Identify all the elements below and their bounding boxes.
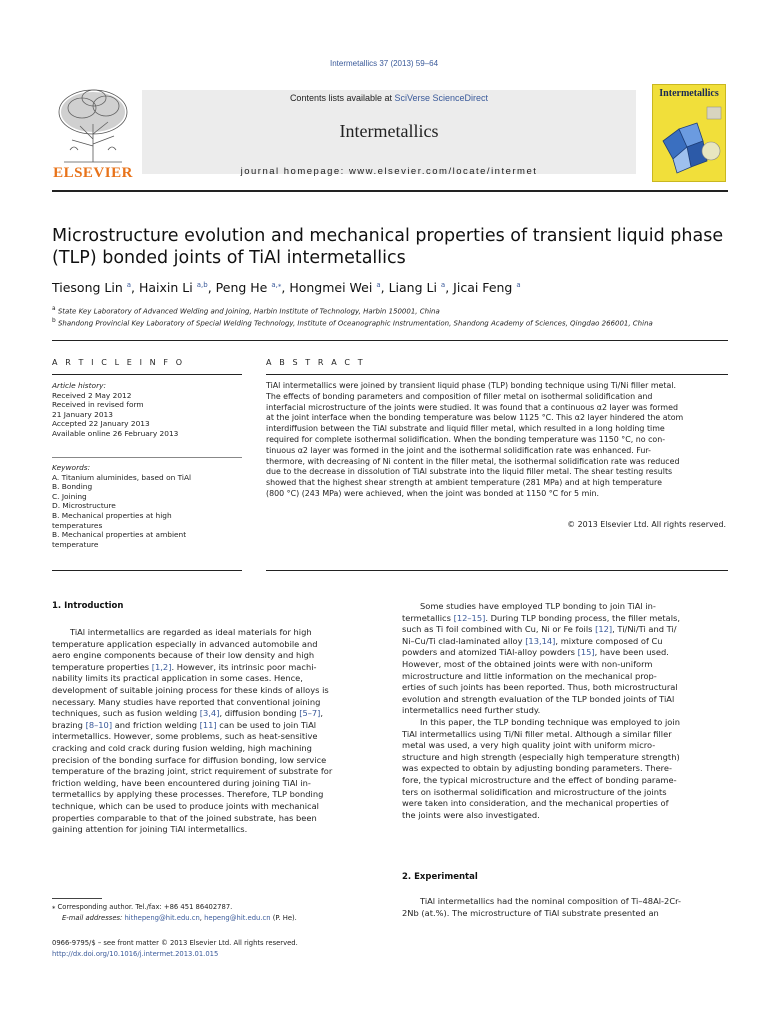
abstract-line: interfacial microstructure of the joints were studied. It was found that a continuous α2 layer was formed xyxy=(266,402,678,412)
text-line xyxy=(402,763,728,775)
introduction-paragraph xyxy=(52,627,379,836)
text-span: structure and high strength (especially high temperature strength) xyxy=(402,751,680,762)
keyword-item: B. Bonding xyxy=(52,482,93,492)
text-span: and friction welding xyxy=(112,719,200,730)
text-span: temperature of the brazing joint, strict requirement of substrate for xyxy=(52,766,333,777)
doi-link[interactable]: http://dx.doi.org/10.1016/j.intermet.2013.01.015 xyxy=(52,950,219,958)
text-span: were taken into consideration, and the mechanical properties of xyxy=(402,798,669,809)
reference-link[interactable]: [5–7] xyxy=(299,708,321,719)
text-span: the joints were also investigated. xyxy=(402,809,540,820)
history-item: Accepted 22 January 2013 xyxy=(52,419,150,429)
footnote-rule xyxy=(52,898,102,899)
text-line xyxy=(52,731,379,743)
text-span: gaining attention for joining TiAl intermetallics. xyxy=(52,824,248,835)
author-name[interactable]: Tiesong Lin xyxy=(52,280,123,295)
abstract-line: TiAl intermetallics were joined by transient liquid phase (TLP) bonding technique using Ti/Ni filler metal. xyxy=(266,381,677,390)
text-span: 2Nb (at.%). The microstructure of TiAl substrate presented an xyxy=(402,907,659,918)
text-line xyxy=(402,705,728,717)
text-span: fore, the typical microstructure and the effect of bonding parame- xyxy=(402,774,677,785)
text-line xyxy=(402,636,728,648)
article-title xyxy=(52,225,728,269)
text-line xyxy=(402,647,728,659)
text-line xyxy=(52,697,379,709)
text-span: erties of such joints has been reported. Thus, both microstructural xyxy=(402,682,678,693)
text-span: necessary. Many studies have reported that conventional joining xyxy=(52,696,321,707)
affiliation-b xyxy=(52,318,728,327)
text-line xyxy=(402,798,728,810)
contents-lists-line xyxy=(142,93,636,103)
author-affil[interactable]: a xyxy=(440,280,446,289)
text-span: Some studies have employed TLP bonding to join TiAl in- xyxy=(420,601,656,611)
keyword-item: temperatures xyxy=(52,520,103,530)
author-name[interactable]: Liang Li xyxy=(388,280,437,295)
text-line xyxy=(402,659,728,671)
reference-link[interactable]: [12] xyxy=(595,624,613,635)
keyword-item: A. Titanium aluminides, based on TiAl xyxy=(52,472,192,482)
text-line xyxy=(52,662,379,674)
text-span: temperature application especially in advanced automobile and xyxy=(52,638,318,649)
text-line xyxy=(402,694,728,706)
text-line xyxy=(52,639,379,651)
text-span: such as Ti foil combined with Cu, Ni or Fe foils xyxy=(402,624,596,635)
text-span: nability limits its practical application in some cases. Hence, xyxy=(52,673,303,684)
abstract-text xyxy=(266,381,726,500)
abstract-line: required for complete isothermal solidification. When the bonding temperature was 1150 °C, no con- xyxy=(266,434,666,444)
abstract-line: interdiffusion between the TiAl substrate and liquid filler metal, which resulted in a long holding time xyxy=(266,424,665,434)
email-link-2[interactable]: hepeng@hit.edu.cn xyxy=(204,914,271,922)
elsevier-tree-icon xyxy=(52,84,134,164)
text-span: properties comparable to that of the joined substrate, has been xyxy=(52,812,317,823)
journal-cover-thumbnail[interactable] xyxy=(652,84,726,182)
article-info-rule xyxy=(52,374,242,375)
history-item: 21 January 2013 xyxy=(52,409,113,419)
text-span: TiAl intermetallics are regarded as ideal materials for high xyxy=(70,627,312,637)
author-affil[interactable]: a xyxy=(516,280,521,289)
keyword-item: B. Mechanical properties at high xyxy=(52,510,172,520)
text-span: , have been used. xyxy=(594,647,669,658)
journal-homepage-link[interactable]: journal homepage: www.elsevier.com/locate/intermet xyxy=(240,166,538,177)
author-name[interactable]: Jicai Feng xyxy=(453,280,513,295)
text-line xyxy=(402,717,728,729)
history-item: Received 2 May 2012 xyxy=(52,390,132,400)
introduction-heading: 1. Introduction xyxy=(52,601,124,611)
text-span: termetallics by applying these processes. Therefore, TLP bonding xyxy=(52,789,324,800)
text-span: can be used to join TiAl xyxy=(216,719,317,730)
journal-banner xyxy=(142,90,636,177)
text-span: , Ti/Ni/Ti and Ti/ xyxy=(612,624,677,635)
text-span: aero engine components because of their low density and high xyxy=(52,650,315,661)
sciverse-link[interactable]: SciVerse ScienceDirect xyxy=(394,93,489,103)
keywords-block xyxy=(52,463,242,549)
text-span: intermetallics. However, some problems, such as heat-sensitive xyxy=(52,731,318,742)
abstract-copyright: © 2013 Elsevier Ltd. All rights reserved. xyxy=(567,520,726,529)
keywords-rule xyxy=(52,457,242,458)
email-note xyxy=(52,913,382,923)
abstract-heading: A B S T R A C T xyxy=(266,358,366,367)
right-column-paragraph-1 xyxy=(402,601,728,821)
keyword-item: B. Mechanical properties at ambient xyxy=(52,530,187,540)
affiliation-text: State Key Laboratory of Advanced Welding and Joining, Harbin Institute of Technology, Harbin 150001, China xyxy=(57,307,440,316)
front-matter-line: 0966-9795/$ – see front matter © 2013 Elsevier Ltd. All rights reserved. xyxy=(52,939,298,947)
text-line xyxy=(52,824,379,836)
affiliation-a xyxy=(52,306,728,315)
text-span: cracking and cold crack during fusion welding, high machining xyxy=(52,742,312,753)
text-span: brazing xyxy=(52,719,86,730)
reference-link[interactable]: [15] xyxy=(577,647,595,658)
cover-crystal-icon xyxy=(653,101,726,181)
reference-link[interactable]: [8–10] xyxy=(85,719,113,730)
abstract-line: The effects of bonding parameters and composition of filler metal on isothermal solidification and xyxy=(266,391,653,401)
affiliation-mark: a xyxy=(52,306,56,312)
email-separator: , xyxy=(199,914,205,922)
keyword-item: temperature xyxy=(52,539,99,549)
text-line xyxy=(52,650,379,662)
author-name[interactable]: Haixin Li xyxy=(139,280,193,295)
text-span: However, most of the obtained joints were with non-uniform xyxy=(402,658,653,669)
text-line xyxy=(402,787,728,799)
article-info-heading: A R T I C L E I N F O xyxy=(52,358,185,367)
affiliation-mark: b xyxy=(52,318,56,324)
text-span: Ni–Cu/Ti clad-laminated alloy xyxy=(402,635,526,646)
masthead-rule xyxy=(52,190,728,192)
keyword-item: D. Microstructure xyxy=(52,501,116,511)
journal-name: Intermetallics xyxy=(339,121,439,141)
reference-link[interactable]: [12–15] xyxy=(453,612,486,623)
title-line-2: (TLP) bonded joints of TiAl intermetallics xyxy=(52,248,406,268)
text-line xyxy=(52,801,379,813)
author-affil[interactable]: a xyxy=(376,280,381,289)
article-info-bottom-rule xyxy=(52,570,242,571)
text-line xyxy=(402,775,728,787)
author-affil[interactable]: a,⁎ xyxy=(271,280,282,289)
email-label: E-mail addresses: xyxy=(62,914,125,922)
text-span: was expected to obtain by adjusting bonding parameters. There- xyxy=(402,763,673,774)
text-span: precision of the bonding surface for diffusion bonding, low service xyxy=(52,754,327,765)
text-line xyxy=(52,813,379,825)
text-line xyxy=(402,613,728,625)
text-line xyxy=(52,789,379,801)
author-affil[interactable]: a,b xyxy=(196,280,208,289)
title-line-1: Microstructure evolution and mechanical properties of transient liquid phase xyxy=(52,226,724,246)
text-line xyxy=(402,908,728,920)
article-history xyxy=(52,381,242,439)
text-span: technique, which can be used to produce joints with mechanical xyxy=(52,800,319,811)
elsevier-logo[interactable] xyxy=(52,84,134,182)
reference-link[interactable]: [11] xyxy=(199,719,217,730)
text-span: ters on isothermal solidification and microstructure of the joints xyxy=(402,786,667,797)
cover-title: Intermetallics xyxy=(659,88,719,99)
text-line xyxy=(52,755,379,767)
text-line xyxy=(402,682,728,694)
text-line xyxy=(52,708,379,720)
text-line xyxy=(52,673,379,685)
text-line xyxy=(52,778,379,790)
author-list: Tiesong Lin $^a$, Haixin Li $^{a,b}$, Peng He $^{a,⁎}$, Hongmei Wei $^a$, Liang Li $^a$, Jicai Feng $^a$ xyxy=(52,280,521,295)
abstract-line: thermore, with decreasing of Ni content in the filler metal, the isothermal solidification rate was reduced xyxy=(266,456,680,466)
text-line xyxy=(402,729,728,741)
text-line xyxy=(402,624,728,636)
text-span: powders and atomized TiAl-alloy powders xyxy=(402,647,578,658)
text-line xyxy=(402,896,728,908)
email-suffix: (P. He). xyxy=(270,914,297,922)
text-line xyxy=(52,743,379,755)
journal-masthead xyxy=(52,84,728,184)
text-span: In this paper, the TLP bonding technique was employed to join xyxy=(420,716,680,727)
author-name[interactable]: Peng He xyxy=(215,280,268,295)
history-label: Article history: xyxy=(52,381,106,390)
text-line xyxy=(402,810,728,822)
text-span: , diffusion bonding xyxy=(219,708,300,719)
text-span: . During TLP bonding process, the filler metals, xyxy=(485,612,681,623)
elsevier-wordmark: ELSEVIER xyxy=(53,165,133,181)
text-span: TiAl intermetallics had the nominal composition of Ti–48Al-2Cr- xyxy=(420,896,681,906)
reference-link[interactable]: [13,14] xyxy=(525,635,556,646)
experimental-paragraph xyxy=(402,896,728,919)
affiliation-text: Shandong Provincial Key Laboratory of Special Welding Technology, Institute of Oceanographic Instrumentation, Shandong Academy of Sciences, Qingdao 266001, China xyxy=(57,319,653,328)
history-item: Received in revised form xyxy=(52,400,144,410)
text-span: friction welding, have been encountered during joining TiAl in- xyxy=(52,777,311,788)
text-line xyxy=(402,671,728,683)
text-line xyxy=(52,627,379,639)
text-line xyxy=(402,601,728,613)
experimental-heading: 2. Experimental xyxy=(402,872,478,882)
abstract-line: due to the decrease in dissolution of TiAl substrate into the liquid filler metal. The shear testing results xyxy=(266,467,673,477)
text-line xyxy=(52,685,379,697)
doi-line xyxy=(52,949,382,960)
abstract-bottom-rule xyxy=(266,570,728,571)
text-span: TiAl intermetallics using Ti/Ni filler metal. Although a similar filler xyxy=(402,728,672,739)
text-span: development of suitable joining process for these kinds of alloys is xyxy=(52,684,329,695)
journal-citation[interactable]: Intermetallics 37 (2013) 59–64 xyxy=(329,59,439,68)
author-name[interactable]: Hongmei Wei xyxy=(289,280,373,295)
text-span: termetallics xyxy=(402,612,454,623)
text-span: techniques, such as fusion welding xyxy=(52,708,200,719)
email-link-1[interactable]: hithepeng@hit.edu.cn xyxy=(124,914,200,922)
author-affil[interactable]: a xyxy=(126,280,132,289)
text-line xyxy=(402,752,728,764)
text-span: , xyxy=(320,708,324,719)
corresponding-author-note: ⁎ Corresponding author. Tel./fax: +86 451 86402787. xyxy=(52,903,233,911)
abstract-line: showed that the highest shear strength at ambient temperature (281 MPa) and at high temperature xyxy=(266,478,662,488)
history-item: Available online 26 February 2013 xyxy=(52,428,179,438)
keywords-label: Keywords: xyxy=(52,463,91,472)
abstract-rule xyxy=(266,374,728,375)
abstract-line: tinuous α2 layer was formed in the joint and the isothermal solidification rate was enhanced. Fur- xyxy=(266,445,651,455)
abstract-line: at the joint interface when the bonding temperature was below 1125 °C. This α2 layer hindered the atom xyxy=(266,413,684,423)
text-span: temperature properties xyxy=(52,661,152,672)
text-span: . However, its intrinsic poor machi- xyxy=(171,661,317,672)
text-span: intermetallics need further study. xyxy=(402,705,541,716)
text-span: , mixture composed of Cu xyxy=(555,635,663,646)
text-span: metal was used, a very high quality joint with uniform micro- xyxy=(402,740,656,751)
text-line xyxy=(52,720,379,732)
header-rule xyxy=(52,340,728,341)
reference-link[interactable]: [1,2] xyxy=(151,661,172,672)
reference-link[interactable]: [3,4] xyxy=(199,708,220,719)
text-line xyxy=(52,766,379,778)
text-line xyxy=(402,740,728,752)
text-span: evolution and strength evaluation of the TLP bonded joints of TiAl xyxy=(402,693,675,704)
text-span: microstructure and little information on the mechanical prop- xyxy=(402,670,657,681)
contents-prefix: Contents lists available at xyxy=(289,93,395,103)
abstract-line: (800 °C) (243 MPa) were achieved, when the joint was bonded at 1150 °C for 5 min. xyxy=(266,488,599,498)
keyword-item: C. Joining xyxy=(52,491,87,501)
